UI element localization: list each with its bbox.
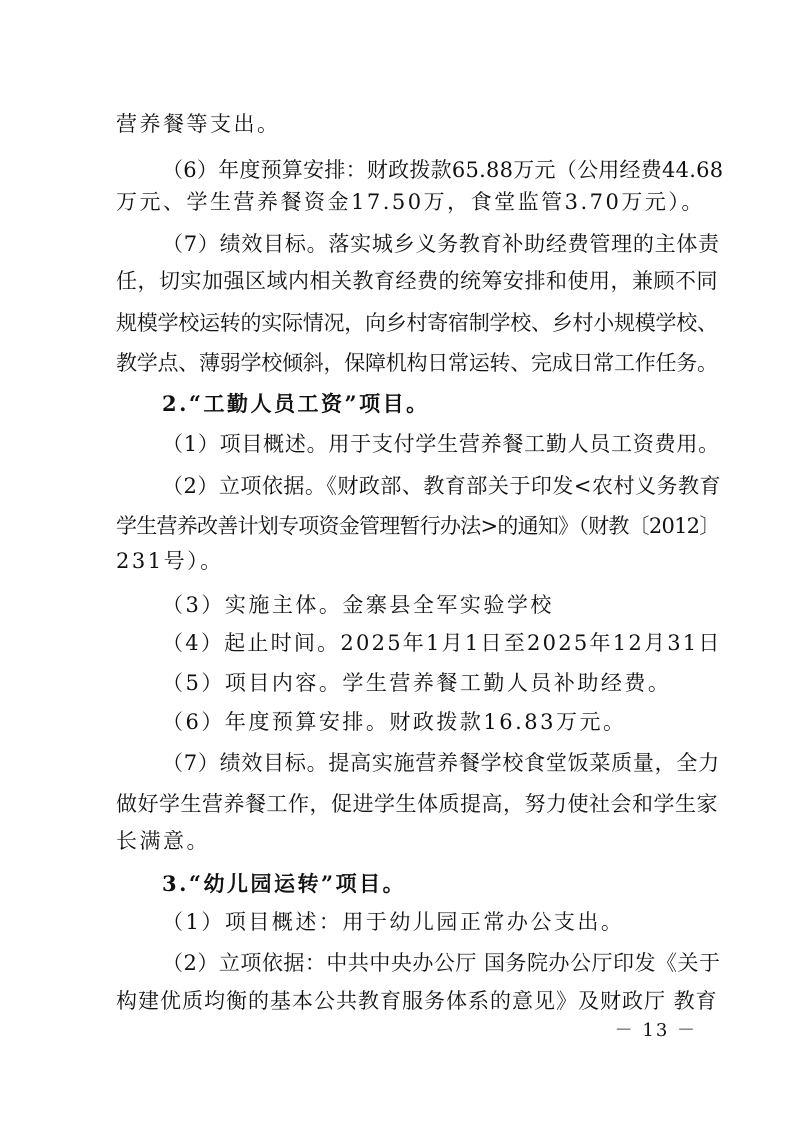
text-line: （4）起止时间。2025年1月1日至2025年12月31日	[162, 631, 722, 655]
text-line: 营养餐等支出。	[116, 112, 281, 136]
text-line: （1）项目概述。用于支付学生营养餐工勤人员工资费用。	[162, 432, 720, 456]
section-heading: 3.“幼儿园运转”项目。	[162, 871, 407, 896]
text-line: 学生营养改善计划专项资金管理暂行办法>的通知》（财教〔2012〕	[116, 514, 720, 538]
text-line: 任，切实加强区域内相关教育经费的统筹安排和使用，兼顾不同	[116, 269, 718, 293]
text-line: （3）实施主体。金寨县全军实验学校	[162, 593, 554, 617]
text-line: 万元、学生营养餐资金17.50万，食堂监管3.70万元）。	[116, 190, 705, 214]
text-line: （2）立项依据：中共中央办公厅 国务院办公厅印发《关于	[162, 951, 721, 975]
section-heading: 2.“工勤人员工资”项目。	[162, 391, 430, 416]
text-line: （2）立项依据。《财政部、教育部关于印发<农村义务教育	[162, 474, 721, 498]
text-line: 教学点、薄弱学校倾斜，保障机构日常运转、完成日常工作任务。	[116, 351, 718, 375]
text-line: 231号）。	[116, 549, 224, 573]
text-line: 做好学生营养餐工作，促进学生体质提高，努力使社会和学生家	[116, 792, 718, 816]
page-number: － 13 －	[614, 1020, 697, 1041]
text-line: （5）项目内容。学生营养餐工勤人员补助经费。	[162, 671, 672, 695]
text-line: （7）绩效目标。落实城乡义务教育补助经费管理的主体责	[162, 232, 720, 256]
text-line: （1）项目概述：用于幼儿园正常办公支出。	[162, 910, 625, 934]
text-line: 规模学校运转的实际情况，向乡村寄宿制学校、乡村小规模学校、	[116, 311, 718, 335]
text-line: （6）年度预算安排：财政拨款65.88万元（公用经费44.68	[162, 158, 724, 182]
text-line: 长满意。	[116, 829, 210, 853]
text-line: （7）绩效目标。提高实施营养餐学校食堂饭菜质量，全力	[162, 751, 720, 775]
text-line: 构建优质均衡的基本公共教育服务体系的意见》及财政厅 教育	[116, 989, 718, 1013]
text-line: （6）年度预算安排。财政拨款16.83万元。	[162, 710, 627, 734]
